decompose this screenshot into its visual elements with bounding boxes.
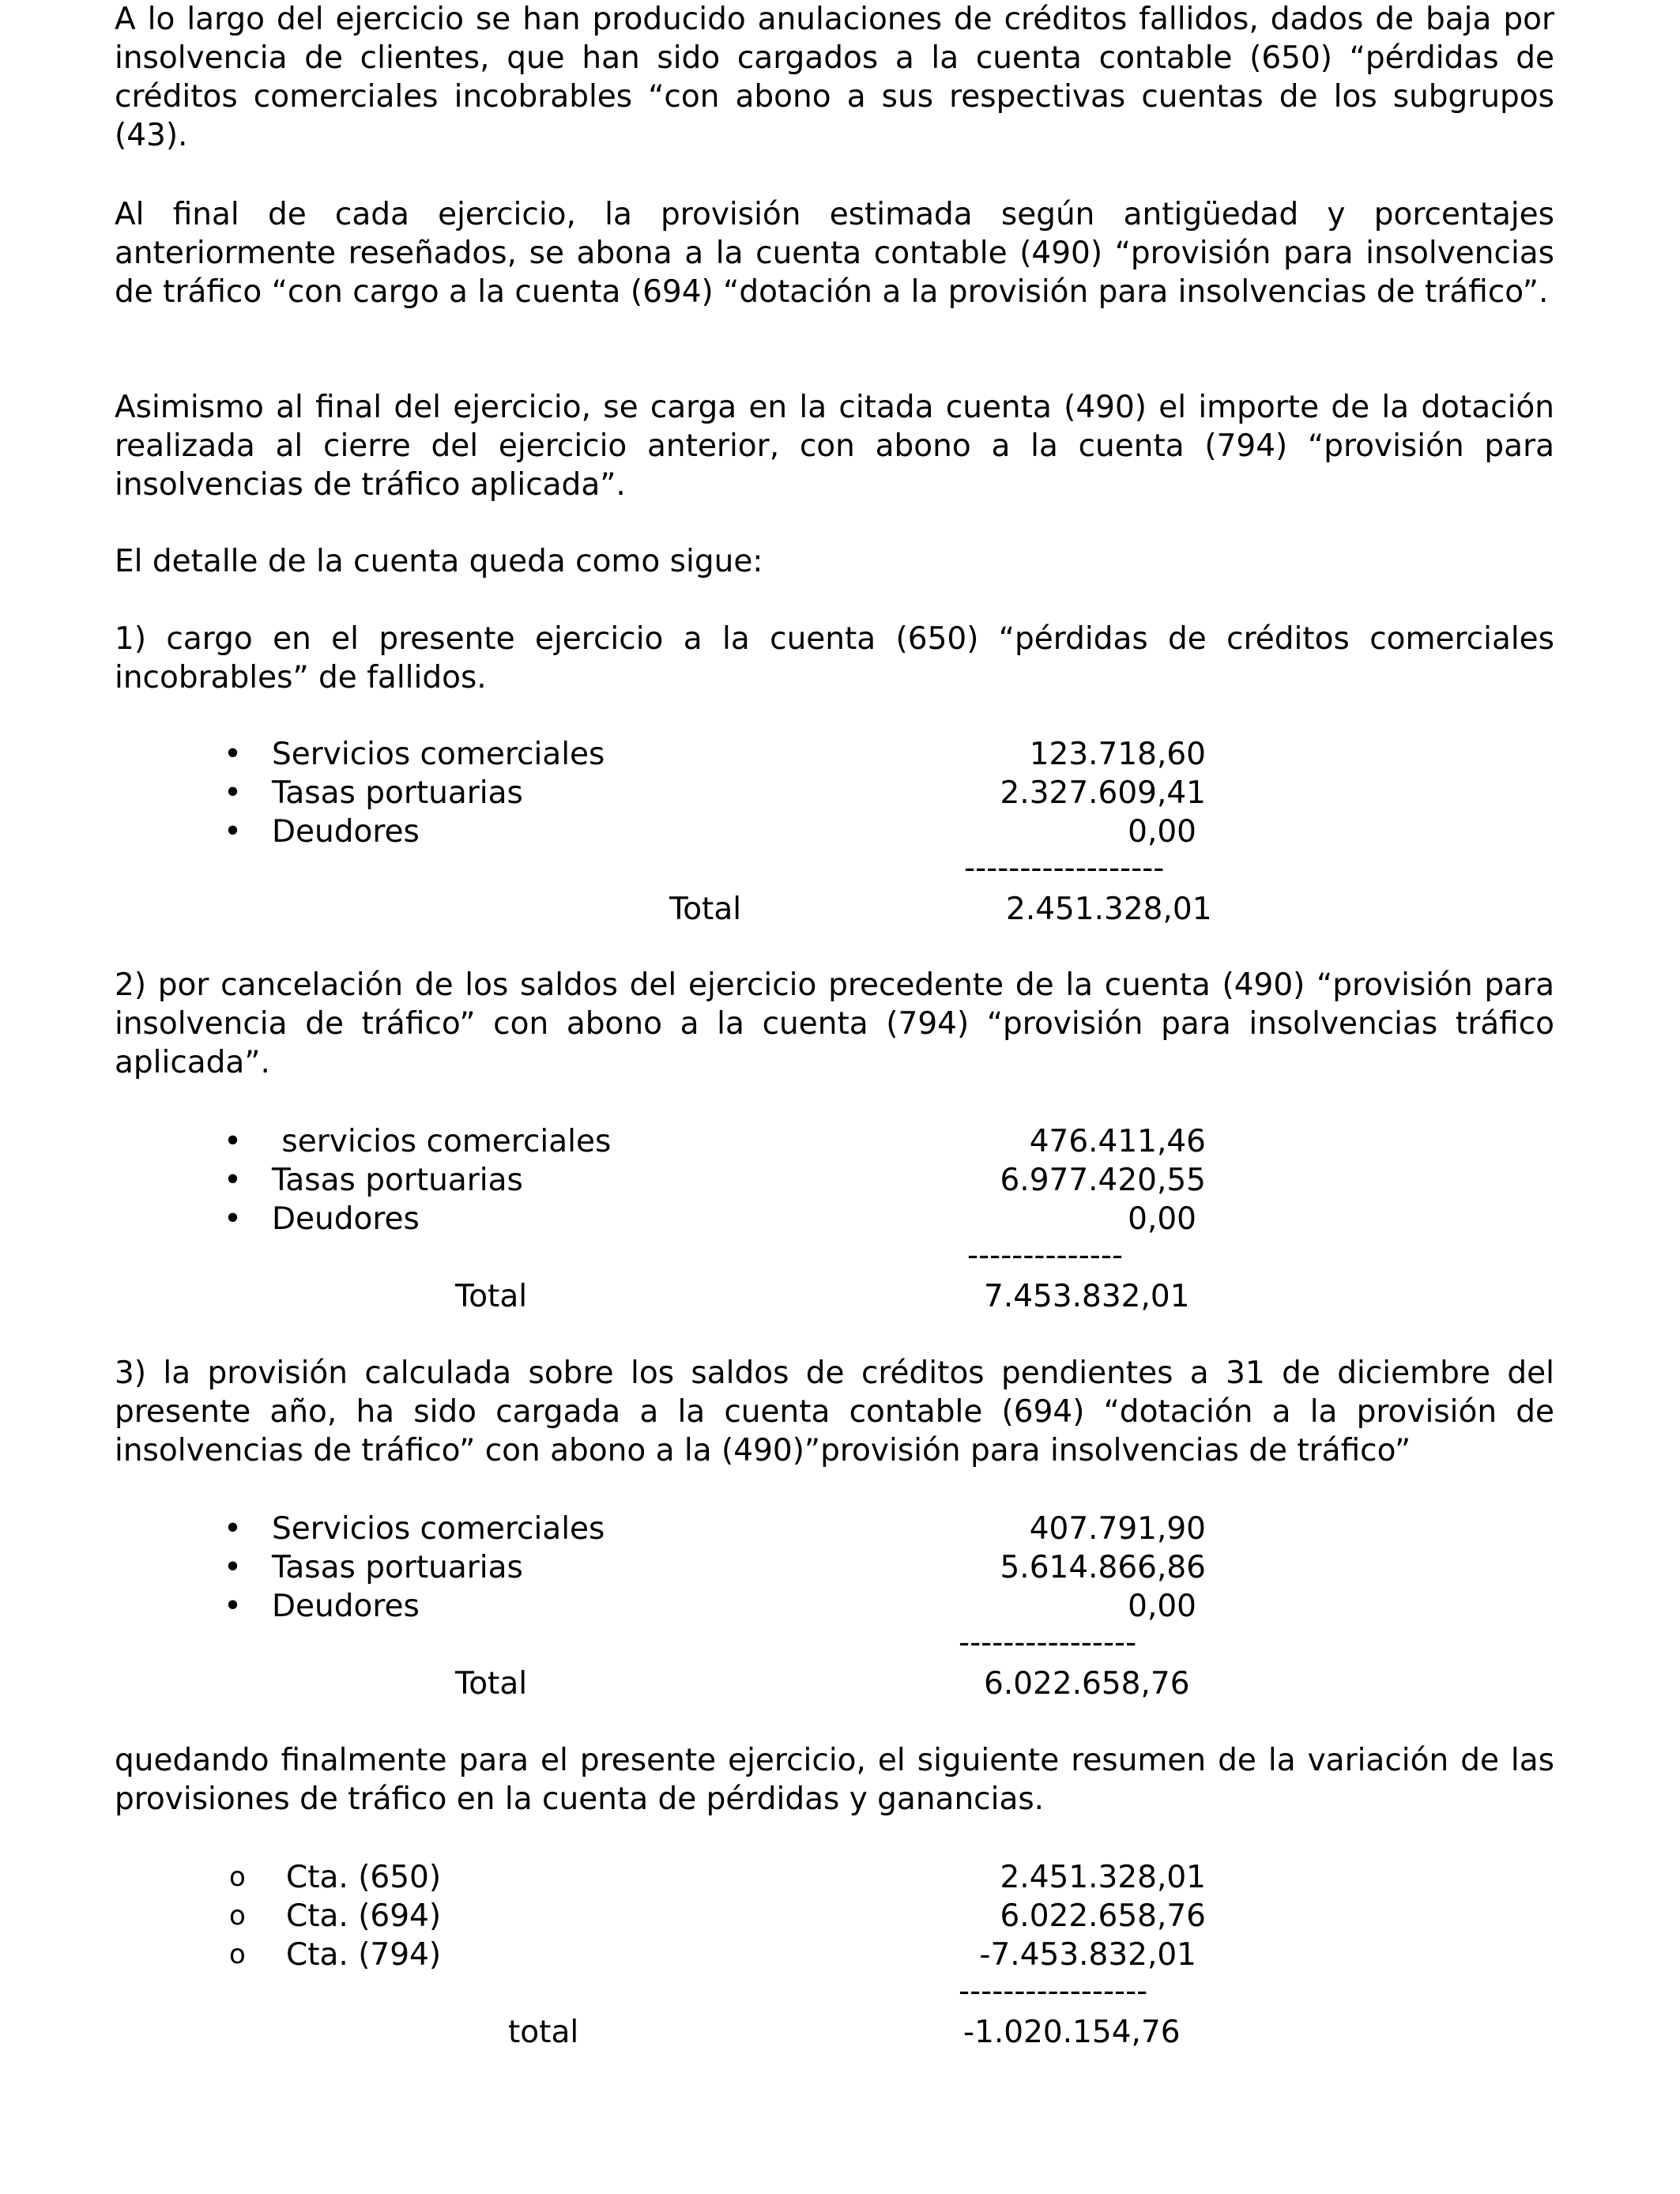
circle-bullet-icon: o — [229, 1861, 246, 1893]
list-item — [0, 812, 1680, 851]
list-item — [0, 1548, 1680, 1587]
circle-bullet-icon: o — [229, 1939, 246, 1970]
bullet-icon: • — [224, 1550, 243, 1585]
item-label: Servicios comerciales — [272, 737, 605, 772]
paragraph-summary-intro: quedando finalmente para el presente ejercicio, el siguiente resumen de la variación de las provisiones de tráfico en la cuenta de pérdidas y ganancias. — [115, 1743, 1554, 1817]
item-label: Cta. (694) — [286, 1898, 442, 1934]
separator-line: ------------------ — [964, 850, 1165, 886]
paragraph-item-1: 1) cargo en el presente ejercicio a la cuenta (650) “pérdidas de créditos comerciales incobrables” de fallidos. — [115, 621, 1554, 696]
item-amount: 0,00 — [1128, 1201, 1196, 1237]
item-label: Cta. (794) — [286, 1937, 442, 1973]
item-label: servicios comerciales — [272, 1124, 612, 1159]
total-amount: -1.020.154,76 — [963, 2015, 1181, 2050]
item-label: Tasas portuarias — [272, 775, 523, 811]
bullet-icon: • — [224, 1511, 243, 1547]
total-amount: 2.451.328,01 — [1006, 892, 1212, 927]
separator-line: ----------------- — [959, 1973, 1148, 2009]
item-label: Tasas portuarias — [272, 1550, 523, 1585]
item-label: Deudores — [272, 1589, 420, 1624]
bullet-icon: • — [224, 1589, 243, 1624]
paragraph-detail-intro: El detalle de la cuenta queda como sigue: — [115, 544, 763, 579]
item-amount: 2.451.328,01 — [1000, 1860, 1206, 1895]
list-item — [0, 1858, 1680, 1897]
paragraph-provision-490: Al final de cada ejercicio, la provisión estimada según antigüedad y porcentajes anteriormente reseñados, se abona a la cuenta contable (490) “provisión para insolvencias de tráfico “con cargo a la cuenta (694) “dotación a la provisión para insolvencias de tráfico”. — [115, 197, 1554, 310]
item-amount: 123.718,60 — [1029, 737, 1206, 772]
list-item — [0, 1936, 1680, 1974]
item-label: Servicios comerciales — [272, 1511, 605, 1547]
item-label: Tasas portuarias — [272, 1163, 523, 1198]
circle-bullet-icon: o — [229, 1900, 246, 1932]
total-label: Total — [455, 1279, 528, 1314]
total-label: total — [508, 2015, 579, 2050]
bullet-icon: • — [224, 1163, 243, 1198]
list-item — [0, 1122, 1680, 1161]
separator-line: ---------------- — [959, 1625, 1137, 1661]
paragraph-intro: A lo largo del ejercicio se han producido anulaciones de créditos fallidos, dados de baja por insolvencia de clientes, que han sido cargados a la cuenta contable (650) “pérdidas de créditos comerciales incobrables “con abono a sus respectivas cuentas de los subgrupos (43). — [115, 2, 1554, 153]
item-amount: 0,00 — [1128, 814, 1196, 850]
item-label: Deudores — [272, 1201, 420, 1237]
total-label: Total — [455, 1666, 528, 1702]
item-amount: 476.411,46 — [1029, 1124, 1206, 1159]
item-label: Cta. (650) — [286, 1860, 442, 1895]
bullet-icon: • — [224, 775, 243, 811]
item-amount: -7.453.832,01 — [979, 1937, 1196, 1973]
item-amount: 5.614.866,86 — [1000, 1550, 1206, 1585]
list-item — [0, 1897, 1680, 1936]
item-amount: 0,00 — [1128, 1589, 1196, 1624]
paragraph-provision-794: Asimismo al final del ejercicio, se carga en la citada cuenta (490) el importe de la dotación realizada al cierre del ejercicio anterior, con abono a la cuenta (794) “provisión para insolvencias de tráfico aplicada”. — [115, 390, 1554, 503]
list-item — [0, 1587, 1680, 1626]
item-amount: 407.791,90 — [1029, 1511, 1206, 1547]
total-amount: 7.453.832,01 — [984, 1279, 1190, 1314]
list-item — [0, 1510, 1680, 1548]
list-item — [0, 735, 1680, 774]
item-label: Deudores — [272, 814, 420, 850]
bullet-icon: • — [224, 1124, 243, 1159]
item-amount: 6.022.658,76 — [1000, 1898, 1206, 1934]
bullet-icon: • — [224, 1201, 243, 1237]
bullet-icon: • — [224, 814, 243, 850]
list-item — [0, 1200, 1680, 1238]
list-item — [0, 1161, 1680, 1200]
paragraph-item-3: 3) la provisión calculada sobre los saldos de créditos pendientes a 31 de diciembre del presente año, ha sido cargada a la cuenta contable (694) “dotación a la provisión de insolvencias de tráfico” con abono a la (490)”provisión para insolvencias de tráfico” — [115, 1355, 1554, 1468]
item-amount: 6.977.420,55 — [1000, 1163, 1206, 1198]
separator-line: -------------- — [967, 1238, 1124, 1273]
list-item — [0, 774, 1680, 812]
item-amount: 2.327.609,41 — [1000, 775, 1206, 811]
total-label: Total — [669, 892, 742, 927]
paragraph-item-2: 2) por cancelación de los saldos del ejercicio precedente de la cuenta (490) “provisión para insolvencia de tráfico” con abono a la cuenta (794) “provisión para insolvencias tráfico aplicada”. — [115, 967, 1554, 1080]
bullet-icon: • — [224, 737, 243, 772]
total-amount: 6.022.658,76 — [984, 1666, 1190, 1702]
